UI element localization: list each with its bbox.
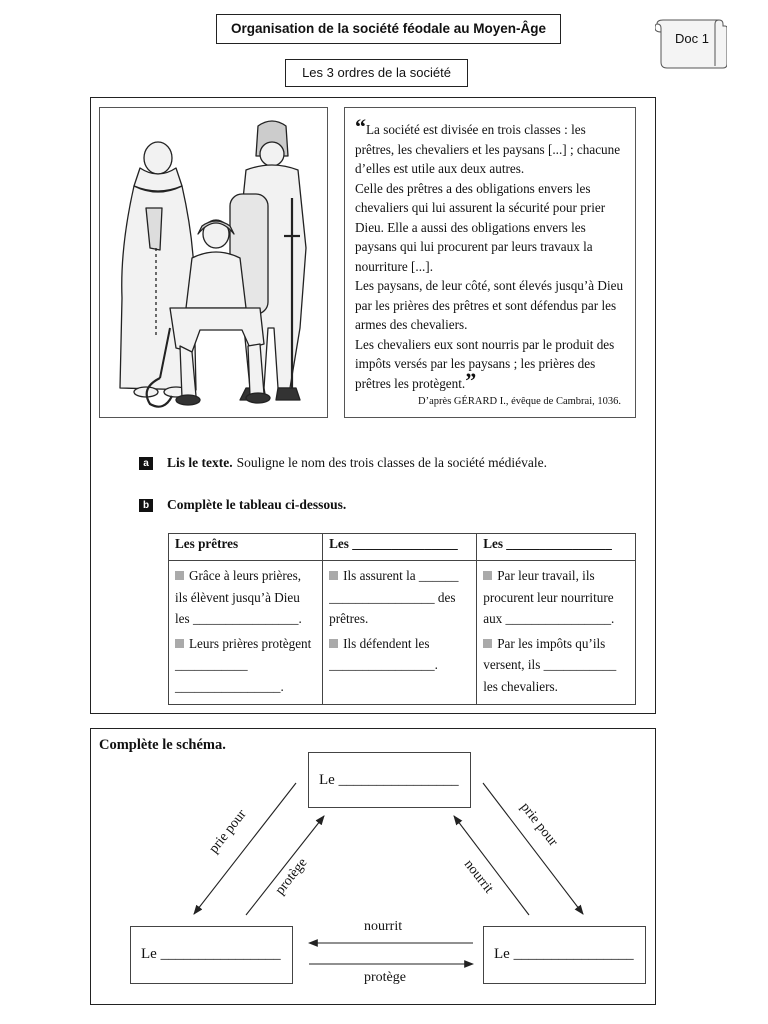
doc-label: Doc 1 bbox=[675, 31, 709, 46]
schema-node-left[interactable]: Le ________________ bbox=[130, 926, 293, 984]
label-nourrit-bottom: nourrit bbox=[364, 919, 403, 934]
bullet-square-icon bbox=[483, 571, 492, 580]
page-title: Organisation de la société féodale au Moyen-Âge bbox=[216, 14, 561, 44]
instruction-bold: Lis le texte. bbox=[167, 455, 233, 470]
illustration bbox=[99, 107, 328, 418]
table-cell: Par leur travail, ils procurent leur nourriture aux ________________. Par les impôts qu’ils versent, ils ___________ les chevaliers. bbox=[477, 561, 636, 705]
quote-paragraph: Les paysans, de leur côté, sont élevés jusqu’à Dieu par les prières des prêtres et sont défendus par les armes des chevaliers. bbox=[355, 278, 624, 332]
table-cell: Ils assurent la ______ ________________ des prêtres. Ils défendent les ________________. bbox=[323, 561, 477, 705]
bullet-square-icon bbox=[483, 639, 492, 648]
instruction-b bbox=[139, 497, 350, 513]
schema-node-right[interactable]: Le ________________ bbox=[483, 926, 646, 984]
label-nourrit-right: nourrit bbox=[460, 857, 497, 897]
bullet-square-icon bbox=[329, 639, 338, 648]
instruction-letter: b bbox=[139, 499, 153, 512]
quote-paragraph: Les chevaliers eux sont nourris par le produit des impôts versés par les paysans ; les prières des prêtres les protègent.” bbox=[355, 336, 615, 393]
table-header: Les ________________ bbox=[323, 534, 477, 561]
quote-box bbox=[344, 107, 636, 418]
label-protege-bottom: protège bbox=[364, 970, 406, 985]
fill-in-table bbox=[168, 533, 636, 705]
close-quote-mark: ” bbox=[465, 367, 477, 393]
quote-paragraph: Celle des prêtres a des obligations envers les chevaliers qui lui assurent la sécurité pour prier Dieu. Elle a aussi des obligations envers les paysans qui lui procurent par leurs travaux la nourriture [...]. bbox=[355, 180, 606, 274]
three-medieval-orders-drawing-icon bbox=[100, 108, 328, 418]
schema-title: Complète le schéma. bbox=[99, 737, 226, 753]
page-subtitle: Les 3 ordres de la société bbox=[285, 59, 468, 87]
instruction-bold: Complète le tableau ci-dessous. bbox=[167, 497, 347, 512]
quote-paragraph: “La société est divisée en trois classes : les prêtres, les chevaliers et les paysans [...] ; chacune d’elles est utile aux deux autres. bbox=[355, 114, 621, 176]
doc-badge bbox=[655, 14, 725, 70]
table-header: Les ________________ bbox=[477, 534, 636, 561]
bullet-square-icon bbox=[175, 639, 184, 648]
arrow-protege-left bbox=[246, 816, 324, 915]
instruction-text: Souligne le nom des trois classes de la société médiévale. bbox=[236, 455, 548, 470]
label-protege-left: protège bbox=[272, 855, 311, 898]
bullet-square-icon bbox=[175, 571, 184, 580]
instruction-letter: a bbox=[139, 457, 153, 470]
label-prie-pour-left: prie pour bbox=[206, 807, 250, 857]
arrow-prie-pour-right bbox=[483, 783, 583, 914]
table-cell: Grâce à leurs prières, ils élèvent jusqu’à Dieu les ________________. Leurs prières protègent ___________ ________________. bbox=[169, 561, 323, 705]
bullet-square-icon bbox=[329, 571, 338, 580]
quote-source: D’après GÉRARD I., évêque de Cambrai, 1036. bbox=[418, 395, 621, 407]
document-panel bbox=[90, 97, 656, 714]
instruction-a bbox=[139, 455, 547, 471]
schema-panel bbox=[90, 728, 656, 1005]
open-quote-mark: “ bbox=[355, 114, 366, 139]
table-header: Les prêtres bbox=[169, 534, 323, 561]
label-prie-pour-right: prie pour bbox=[517, 800, 561, 850]
schema-node-top[interactable]: Le ________________ bbox=[308, 752, 471, 808]
